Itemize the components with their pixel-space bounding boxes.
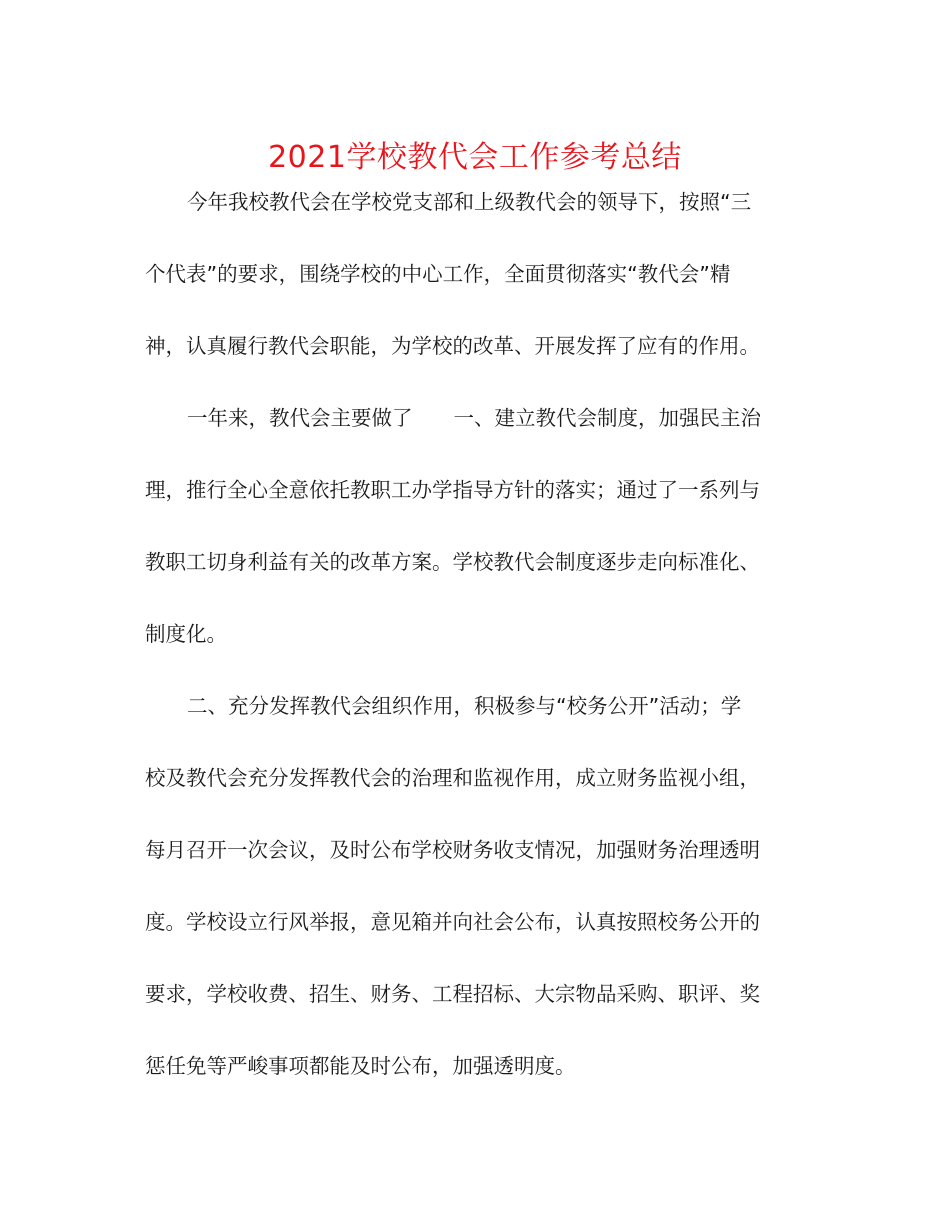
paragraph-line: 每月召开一次会议，及时公布学校财务收支情况，加强财务治理透明 [145,838,760,862]
paragraph-line: 一年来，教代会主要做了 一、建立教代会制度，加强民主治 [187,406,761,430]
paragraph-line: 制度化。 [145,622,227,646]
document-title: 2021学校教代会工作参考总结 [268,140,682,175]
paragraph-line: 个代表”的要求，围绕学校的中心工作，全面贯彻落实“教代会”精 [145,262,731,286]
paragraph-line: 理，推行全心全意依托教职工办学指导方针的落实；通过了一系列与 [145,478,760,502]
paragraph-line: 度。学校设立行风举报，意见箱并向社会公布，认真按照校务公开的 [145,910,760,934]
paragraph-line: 今年我校教代会在学校党支部和上级教代会的领导下，按照“三 [187,190,752,214]
paragraph-line: 二、充分发挥教代会组织作用，积极参与“校务公开”活动；学 [187,694,742,718]
paragraph-line: 校及教代会充分发挥教代会的治理和监视作用，成立财务监视小组， [145,766,760,790]
paragraph-line: 教职工切身利益有关的改革方案。学校教代会制度逐步走向标准化、 [145,550,760,574]
paragraph-line: 神，认真履行教代会职能，为学校的改革、开展发挥了应有的作用。 [145,334,760,358]
paragraph-line: 惩任免等严峻事项都能及时公布，加强透明度。 [145,1054,576,1078]
paragraph-line: 要求，学校收费、招生、财务、工程招标、大宗物品采购、职评、奖 [145,982,760,1006]
